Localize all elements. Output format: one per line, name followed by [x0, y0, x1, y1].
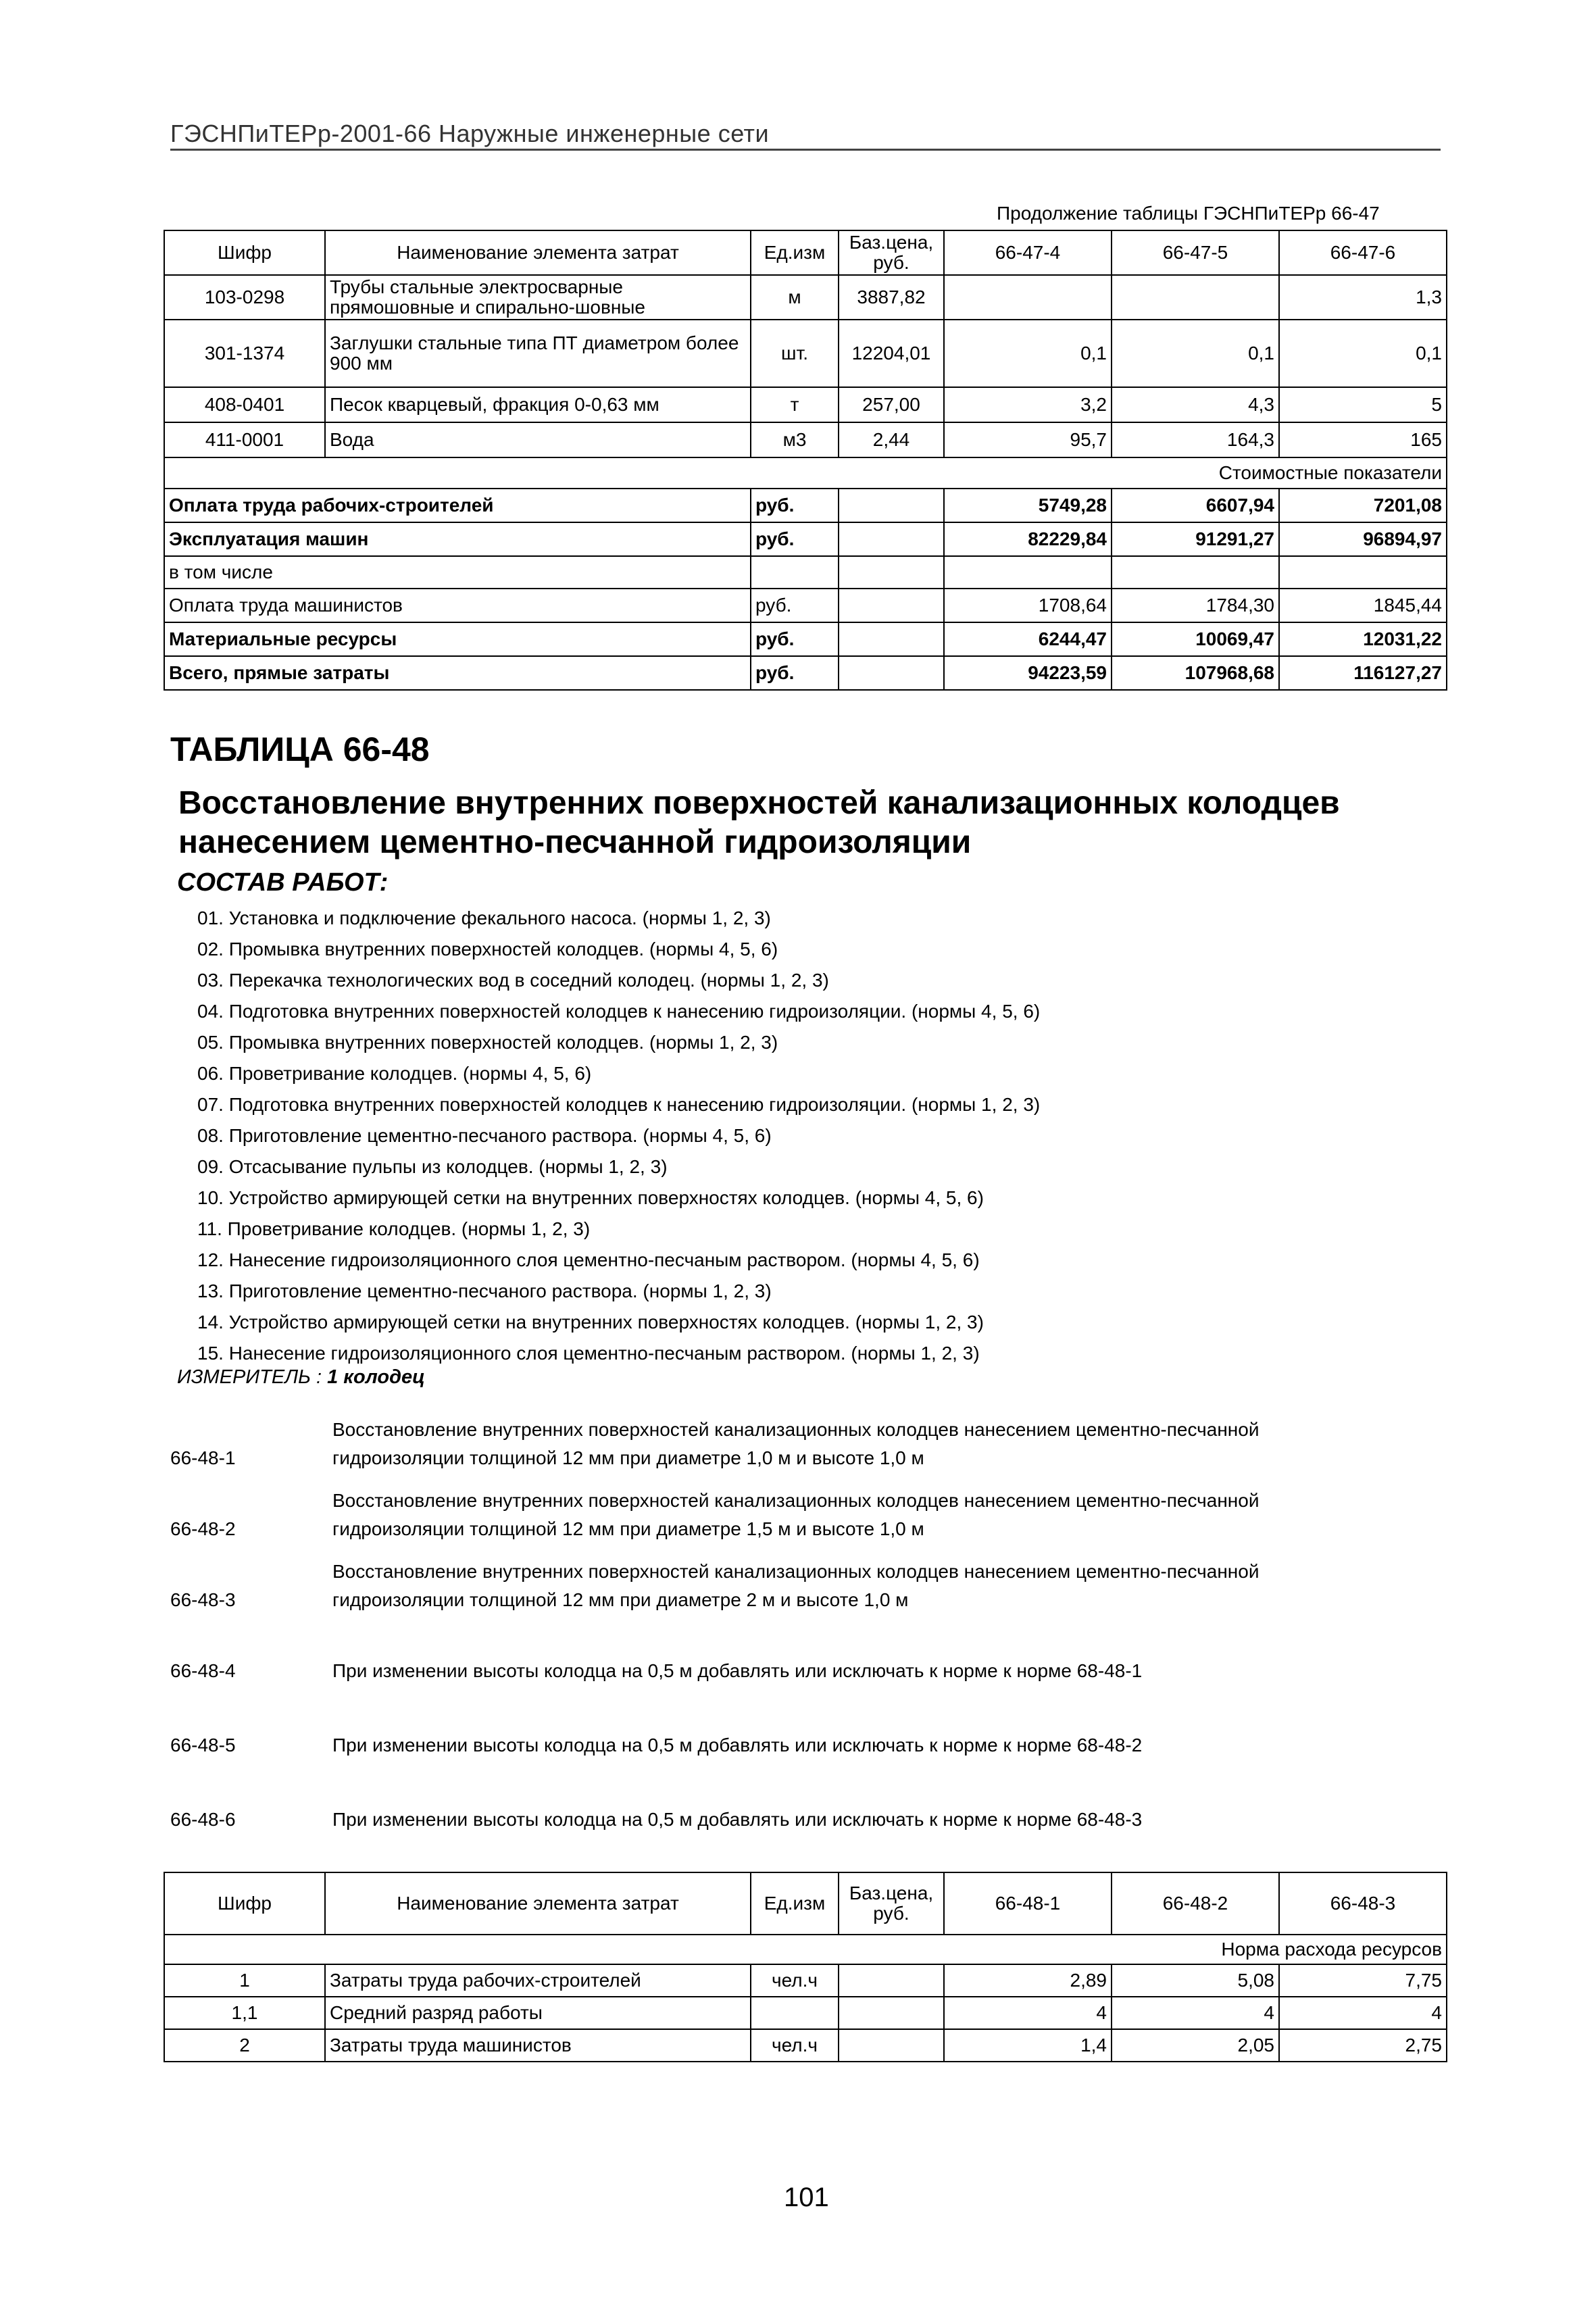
cost-value: 91291,27 — [1112, 522, 1279, 556]
cell-unit: чел.ч — [751, 1964, 839, 1997]
norm-text — [332, 1558, 1441, 1614]
cell-name: Средний разряд работы — [325, 1997, 751, 2029]
cell-value: 0,1 — [1279, 320, 1447, 387]
cell-price: 257,00 — [839, 387, 944, 422]
list-item: 09. Отсасывание пульпы из колодцев. (нормы 1, 2, 3) — [197, 1156, 668, 1177]
cell-value: 2,05 — [1112, 2029, 1279, 2062]
cost-price — [839, 622, 944, 656]
list-item: 04. Подготовка внутренних поверхностей колодцев к нанесению гидроизоляции. (нормы 4, 5, 6) — [197, 1001, 1041, 1022]
cell-value: 3,2 — [944, 387, 1112, 422]
col-header: 66-47-4 — [944, 230, 1112, 275]
cell-code: 408-0401 — [164, 387, 325, 422]
list-item: 15. Нанесение гидроизоляционного слоя цементно-песчаным раствором. (нормы 1, 2, 3) — [197, 1343, 980, 1364]
cost-value: 107968,68 — [1112, 656, 1279, 690]
table-continuation-title: Продолжение таблицы ГЭСНПиТЕРр 66-47 — [997, 203, 1380, 224]
norm-text — [332, 1487, 1441, 1543]
table-header-row — [164, 1872, 1447, 1935]
cell-value: 4 — [1112, 1997, 1279, 2029]
norm-item — [170, 1416, 1441, 1476]
cost-unit: руб. — [751, 489, 839, 522]
cost-value: 1708,64 — [944, 589, 1112, 622]
cost-name: в том числе — [164, 556, 751, 589]
cell-price — [839, 1964, 944, 1997]
cost-row — [164, 622, 1447, 656]
izmeritel-value: 1 колодец — [327, 1366, 425, 1388]
cell-code: 1,1 — [164, 1997, 325, 2029]
table-title: ТАБЛИЦА 66-48 — [170, 730, 430, 768]
list-item: 13. Приготовление цементно-песчаного раствора. (нормы 1, 2, 3) — [197, 1280, 772, 1301]
cell-value: 164,3 — [1112, 422, 1279, 457]
list-item: 14. Устройство армирующей сетки на внутренних поверхностях колодцев. (нормы 1, 2, 3) — [197, 1312, 984, 1333]
cell-value: 165 — [1279, 422, 1447, 457]
cost-value: 94223,59 — [944, 656, 1112, 690]
cell-price — [839, 2029, 944, 2062]
cell-unit: т — [751, 387, 839, 422]
cost-value: 1845,44 — [1279, 589, 1447, 622]
cell-name: Вода — [325, 422, 751, 457]
cell-value: 1,3 — [1279, 275, 1447, 320]
cell-value: 5 — [1279, 387, 1447, 422]
cell-unit: м — [751, 275, 839, 320]
izmeritel — [177, 1366, 425, 1389]
col-header: Ед.изм — [751, 1872, 839, 1935]
page-number: 101 — [784, 2183, 829, 2212]
cell-value: 1,4 — [944, 2029, 1112, 2062]
list-item: 06. Проветривание колодцев. (нормы 4, 5, 6) — [197, 1063, 592, 1084]
list-item: 08. Приготовление цементно-песчаного раствора. (нормы 4, 5, 6) — [197, 1125, 772, 1146]
cost-value: 1784,30 — [1112, 589, 1279, 622]
cell-value — [944, 275, 1112, 320]
cost-value: 6607,94 — [1112, 489, 1279, 522]
cell-code: 1 — [164, 1964, 325, 1997]
col-header: Ед.изм — [751, 230, 839, 275]
cost-header-row — [164, 457, 1447, 489]
table-row — [164, 1964, 1447, 1997]
table-66-48 — [164, 1872, 1447, 2062]
cell-unit: чел.ч — [751, 2029, 839, 2062]
norm-text-line: гидроизоляции толщиной 12 мм при диаметре 1,0 м и высоте 1,0 м — [332, 1447, 924, 1468]
table-row — [164, 387, 1447, 422]
col-header: 66-48-1 — [944, 1872, 1112, 1935]
cost-price — [839, 522, 944, 556]
col-header: 66-48-2 — [1112, 1872, 1279, 1935]
cell-name: Песок кварцевый, фракция 0-0,63 мм — [325, 387, 751, 422]
section-title: Восстановление внутренних поверхностей канализационных колодцев нанесением цементно-песчанной гидроизоляции — [178, 785, 1340, 860]
col-header: 66-47-6 — [1279, 230, 1447, 275]
cost-row — [164, 589, 1447, 622]
table-66-47 — [164, 230, 1447, 691]
list-item: 11. Проветривание колодцев. (нормы 1, 2, 3) — [197, 1218, 591, 1239]
col-header: 66-48-3 — [1279, 1872, 1447, 1935]
cell-value: 4 — [944, 1997, 1112, 2029]
col-header: Наименование элемента затрат — [325, 230, 751, 275]
cost-unit — [751, 556, 839, 589]
table-row — [164, 422, 1447, 457]
cell-name: Заглушки стальные типа ПТ диаметром более 900 мм — [325, 320, 751, 387]
norm-item — [170, 1731, 1441, 1761]
cost-row — [164, 522, 1447, 556]
cost-price — [839, 589, 944, 622]
page-header: ГЭСНПиТЕРр-2001-66 Наружные инженерные сети — [170, 120, 1441, 151]
cell-name: Затраты труда рабочих-строителей — [325, 1964, 751, 1997]
cell-price: 12204,01 — [839, 320, 944, 387]
cell-value: 95,7 — [944, 422, 1112, 457]
cell-code: 2 — [164, 2029, 325, 2062]
col-header: Наименование элемента затрат — [325, 1872, 751, 1935]
norm-code: 66-48-1 — [170, 1447, 236, 1468]
cell-name: Трубы стальные электросварные прямошовные и спирально-шовные — [325, 275, 751, 320]
work-list — [197, 903, 1040, 1369]
col-header: 66-47-5 — [1112, 230, 1279, 275]
cost-name: Оплата труда машинистов — [164, 589, 751, 622]
cell-price: 3887,82 — [839, 275, 944, 320]
cost-name: Всего, прямые затраты — [164, 656, 751, 690]
cost-unit: руб. — [751, 522, 839, 556]
cost-value: 12031,22 — [1279, 622, 1447, 656]
norm-text-line: Восстановление внутренних поверхностей канализационных колодцев нанесением цементно-песчанной — [332, 1419, 1260, 1440]
norm-item — [170, 1657, 1441, 1687]
cost-row — [164, 556, 1447, 589]
table-row — [164, 2029, 1447, 2062]
cell-value: 0,1 — [1112, 320, 1279, 387]
list-item: 02. Промывка внутренних поверхностей колодцев. (нормы 4, 5, 6) — [197, 939, 778, 960]
cost-name: Оплата труда рабочих-строителей — [164, 489, 751, 522]
cost-value: 5749,28 — [944, 489, 1112, 522]
norm-item — [170, 1487, 1441, 1547]
norm-header-row — [164, 1935, 1447, 1964]
norm-code: 66-48-4 — [170, 1660, 236, 1681]
norm-text-line: гидроизоляции толщиной 12 мм при диаметре 1,5 м и высоте 1,0 м — [332, 1518, 924, 1539]
list-item: 07. Подготовка внутренних поверхностей колодцев к нанесению гидроизоляции. (нормы 1, 2, 3) — [197, 1094, 1041, 1115]
list-item: 10. Устройство армирующей сетки на внутренних поверхностях колодцев. (нормы 4, 5, 6) — [197, 1187, 984, 1208]
cell-value: 7,75 — [1279, 1964, 1447, 1997]
cell-value: 4,3 — [1112, 387, 1279, 422]
table-row — [164, 1997, 1447, 2029]
norm-text-line: гидроизоляции толщиной 12 мм при диаметре 2 м и высоте 1,0 м — [332, 1589, 909, 1610]
norm-text — [332, 1416, 1441, 1472]
list-item: 03. Перекачка технологических вод в соседний колодец. (нормы 1, 2, 3) — [197, 970, 829, 991]
norm-code: 66-48-6 — [170, 1809, 236, 1830]
cell-value: 5,08 — [1112, 1964, 1279, 1997]
cost-name: Материальные ресурсы — [164, 622, 751, 656]
list-item: 05. Промывка внутренних поверхностей колодцев. (нормы 1, 2, 3) — [197, 1032, 778, 1053]
norm-code: 66-48-5 — [170, 1735, 236, 1756]
cell-unit: шт. — [751, 320, 839, 387]
cost-value: 6244,47 — [944, 622, 1112, 656]
cost-value — [1279, 556, 1447, 589]
cost-value: 96894,97 — [1279, 522, 1447, 556]
col-header: Шифр — [164, 230, 325, 275]
cost-unit: руб. — [751, 622, 839, 656]
cell-price: 2,44 — [839, 422, 944, 457]
cost-price — [839, 556, 944, 589]
cell-value: 0,1 — [944, 320, 1112, 387]
norm-text: При изменении высоты колодца на 0,5 м добавлять или исключать к норме к норме 68-48-1 — [332, 1660, 1143, 1681]
cell-code: 301-1374 — [164, 320, 325, 387]
norm-text: При изменении высоты колодца на 0,5 м добавлять или исключать к норме к норме 68-48-2 — [332, 1735, 1143, 1756]
col-header: Баз.цена, руб. — [839, 1872, 944, 1935]
cost-name: Эксплуатация машин — [164, 522, 751, 556]
list-item: 01. Установка и подключение фекального насоса. (нормы 1, 2, 3) — [197, 907, 771, 928]
norm-header: Норма расхода ресурсов — [164, 1935, 1447, 1964]
cell-unit — [751, 1997, 839, 2029]
cell-unit: м3 — [751, 422, 839, 457]
cell-name: Затраты труда машинистов — [325, 2029, 751, 2062]
cost-unit: руб. — [751, 656, 839, 690]
cost-value — [1112, 556, 1279, 589]
izmeritel-label: ИЗМЕРИТЕЛЬ : — [177, 1366, 322, 1388]
list-item: 12. Нанесение гидроизоляционного слоя цементно-песчаным раствором. (нормы 4, 5, 6) — [197, 1249, 980, 1270]
cost-row — [164, 656, 1447, 690]
cost-value — [944, 556, 1112, 589]
table-row — [164, 275, 1447, 320]
table-header-row — [164, 230, 1447, 275]
norm-item — [170, 1558, 1441, 1618]
cell-value: 4 — [1279, 1997, 1447, 2029]
col-header: Шифр — [164, 1872, 325, 1935]
cost-header: Стоимостные показатели — [164, 457, 1447, 489]
norm-text: При изменении высоты колодца на 0,5 м добавлять или исключать к норме к норме 68-48-3 — [332, 1809, 1143, 1830]
norm-item — [170, 1806, 1441, 1835]
cost-value: 82229,84 — [944, 522, 1112, 556]
norm-code: 66-48-2 — [170, 1518, 236, 1539]
cost-value: 10069,47 — [1112, 622, 1279, 656]
cost-value: 116127,27 — [1279, 656, 1447, 690]
cell-code: 103-0298 — [164, 275, 325, 320]
sostav-label: СОСТАВ РАБОТ: — [177, 868, 389, 897]
cost-row — [164, 489, 1447, 522]
norm-code: 66-48-3 — [170, 1589, 236, 1610]
cell-value: 2,89 — [944, 1964, 1112, 1997]
cell-value: 2,75 — [1279, 2029, 1447, 2062]
cell-value — [1112, 275, 1279, 320]
cost-unit: руб. — [751, 589, 839, 622]
cost-price — [839, 656, 944, 690]
norm-text-line: Восстановление внутренних поверхностей канализационных колодцев нанесением цементно-песчанной — [332, 1490, 1260, 1511]
table-row — [164, 320, 1447, 387]
norm-text-line: Восстановление внутренних поверхностей канализационных колодцев нанесением цементно-песчанной — [332, 1561, 1260, 1582]
cell-code: 411-0001 — [164, 422, 325, 457]
cell-price — [839, 1997, 944, 2029]
col-header: Баз.цена, руб. — [839, 230, 944, 275]
cost-value: 7201,08 — [1279, 489, 1447, 522]
cost-price — [839, 489, 944, 522]
